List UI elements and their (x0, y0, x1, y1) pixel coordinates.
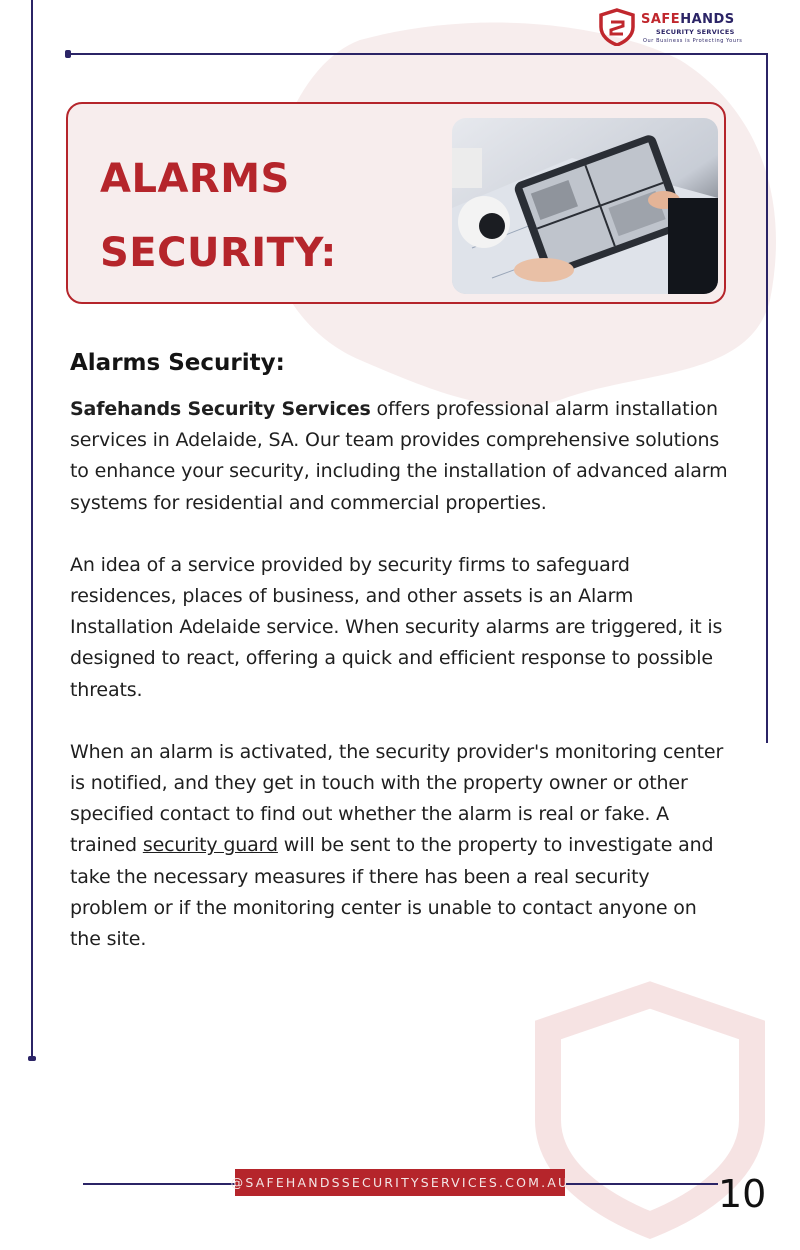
article-body (70, 350, 730, 986)
website-handle-badge[interactable]: @SAFEHANDSSECURITYSERVICES.COM.AU (235, 1169, 565, 1196)
security-guard-link[interactable]: security guard (142, 834, 278, 857)
right-vertical-rule (766, 53, 768, 743)
brand-logo (598, 8, 768, 48)
article-heading: Alarms Security: (70, 350, 285, 376)
top-horizontal-rule (68, 53, 768, 55)
paragraph-alarm-process: When an alarm is activated, the security provider's monitoring center is notified, and they get in touch with the property owner or other specified contact to find out whether the alarm is real or fake. A trained security guard will be sent to the property to investigate and take the necessary measures if there has been a real security problem or if the monitoring center is unable to contact anyone on the site. (70, 740, 724, 951)
page-number: 10 (718, 1172, 767, 1216)
paragraph-service-idea: An idea of a service provided by security firms to safeguard residences, places of business, and other assets is an Alarm Installation Adelaide service. When security alarms are triggered, it is designed to react, offering a quick and efficient response to possible threats. (70, 553, 723, 701)
brand-tagline: Our Business is Protecting Yours (643, 38, 743, 44)
company-name-bold: Safehands Security Services (70, 398, 371, 420)
top-rule-arrowhead (65, 50, 71, 58)
paragraph-intro: Safehands Security Services offers professional alarm installation services in Adelaide, SA. Our team provides comprehensive solutions to enhance your security, including the installation of advanced alarm systems for residential and commercial properties. (70, 398, 728, 514)
left-vertical-rule (31, 0, 33, 1060)
left-rule-arrowhead (28, 1056, 36, 1061)
hero-title: ALARMS SECURITY: (100, 156, 337, 276)
brand-name: SAFEHANDS (641, 12, 735, 27)
alarm-monitoring-photo (452, 118, 718, 294)
brand-subtitle: SECURITY SERVICES (656, 28, 735, 36)
shield-logo-icon (598, 8, 636, 46)
hero-card (66, 102, 726, 304)
